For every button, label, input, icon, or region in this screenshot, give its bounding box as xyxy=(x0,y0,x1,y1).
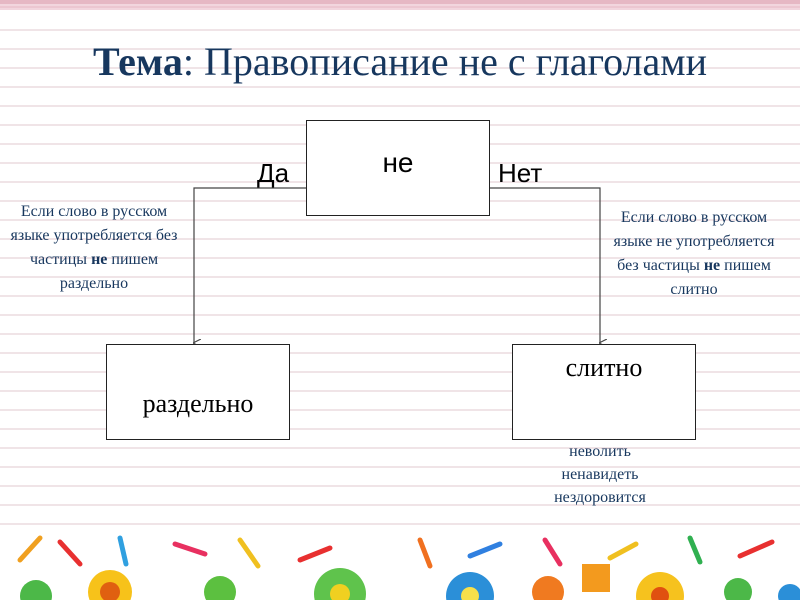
right-rule-after: пишем слитно xyxy=(670,257,771,298)
root-node-label: не xyxy=(382,147,414,178)
flower-right xyxy=(636,572,684,600)
right-rule-before: Если слово в русском языке не употребляется без частицы xyxy=(613,209,775,274)
title-prefix: Тема xyxy=(93,39,183,84)
blue-ball xyxy=(778,584,800,600)
left-rule-after: пишем раздельно xyxy=(59,251,159,292)
top-decorative-bar xyxy=(0,0,800,12)
green-ball xyxy=(204,576,236,600)
flower-blue xyxy=(446,572,494,600)
yes-label: Да xyxy=(257,158,290,188)
green-ball xyxy=(20,580,52,600)
flower-border-decoration xyxy=(0,530,800,600)
left-rule-before: Если слово в русском языке употребляется без частицы xyxy=(10,203,178,268)
example-item: неволить xyxy=(569,443,631,460)
no-label: Нет xyxy=(498,158,543,188)
left-result-box xyxy=(106,344,290,440)
left-rule-text xyxy=(8,200,180,296)
right-result-label: слитно xyxy=(565,353,643,382)
left-result-label: раздельно xyxy=(142,389,254,418)
flower-center xyxy=(314,568,366,600)
examples-list xyxy=(530,440,670,509)
confetti-streaks xyxy=(20,538,772,566)
page-title xyxy=(0,38,800,85)
right-rule-particle: не xyxy=(703,257,721,274)
green-ball xyxy=(724,578,752,600)
title-separator: : xyxy=(182,39,195,84)
orange-ball xyxy=(532,576,564,600)
right-rule-text xyxy=(608,206,780,302)
example-item: нездоровится xyxy=(554,489,646,506)
flower-left xyxy=(88,570,132,600)
left-rule-particle: не xyxy=(91,251,108,268)
root-node-box xyxy=(306,120,490,216)
orange-square xyxy=(582,564,610,592)
right-result-box xyxy=(512,344,696,440)
example-item: ненавидеть xyxy=(561,466,639,483)
title-text: Правописание не с глаголами xyxy=(194,39,707,84)
